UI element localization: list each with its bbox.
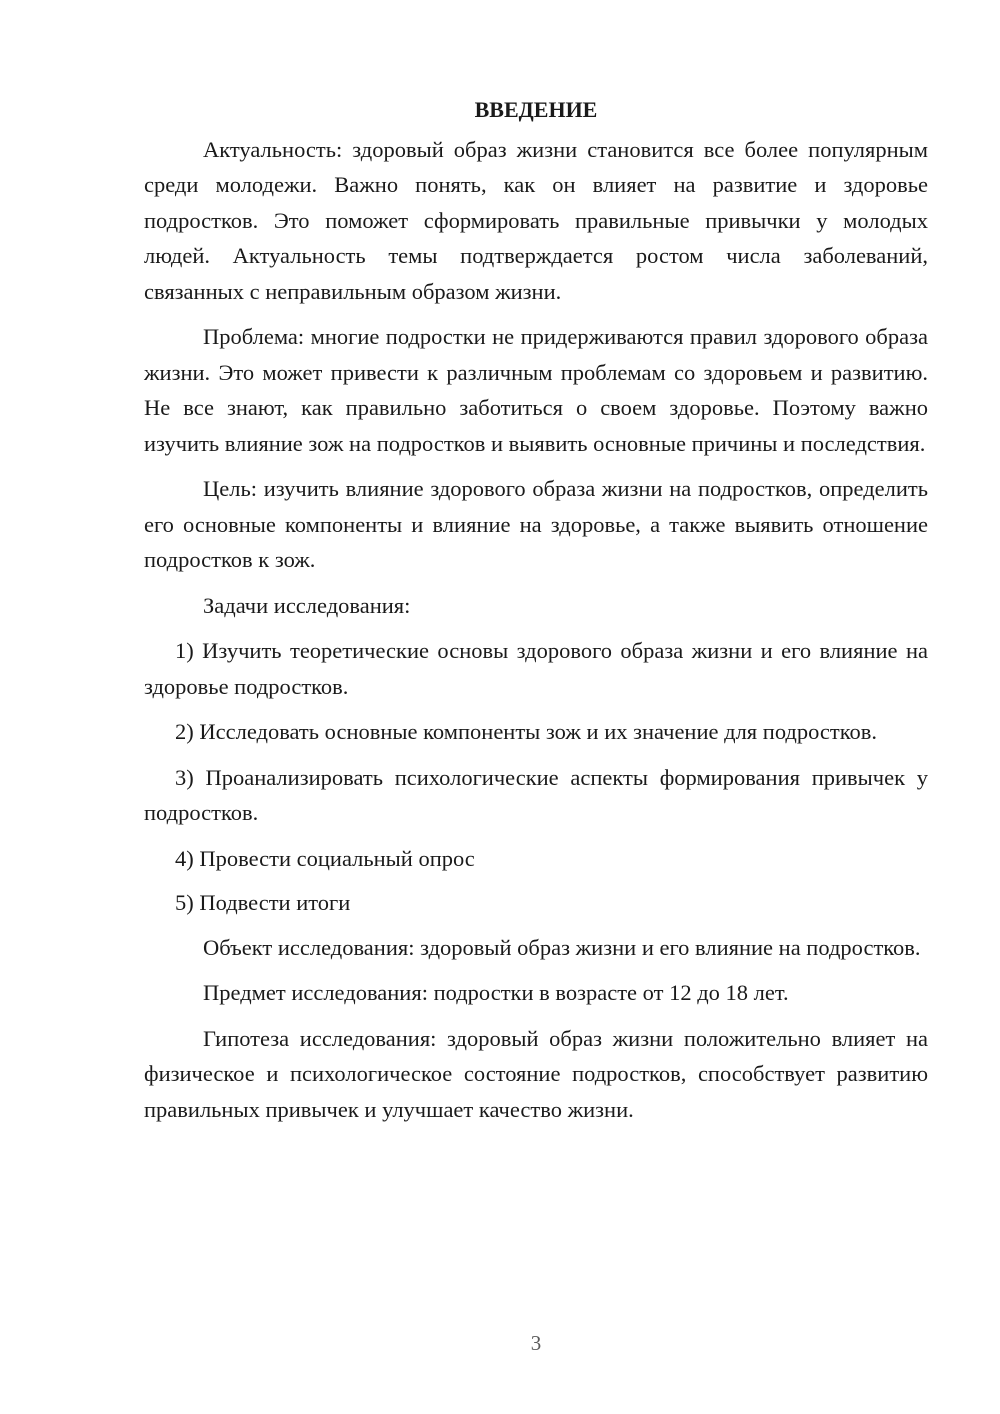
task-item-4: 4) Провести социальный опрос [175, 845, 475, 871]
task-item-2: 2) Исследовать основные компоненты зож и их значение для подростков. [175, 719, 878, 744]
relevance-paragraph: Актуальность: здоровый образ жизни становится все более популярным среди молодежи. Важно понять, как он влияет на развитие и здоровье подростков. Это поможет сформировать правильные привычки у молодых людей. Актуальность темы подтверждается ростом числа заболеваний, связанных с неправильным образом жизни. [144, 136, 928, 304]
subject-paragraph: Предмет исследования: подростки в возрасте от 12 до 18 лет. [203, 980, 789, 1005]
problem-paragraph: Проблема: многие подростки не придерживаются правил здорового образа жизни. Это может привести к различным проблемам со здоровьем и развитию. Не все знают, как правильно заботиться о своем здоровье. Поэтому важно изучить влияние зож на подростков и выявить основные причины и последствия. [144, 324, 928, 456]
task-item-3: 3) Проанализировать психологические аспекты формирования привычек у подростков. [144, 764, 928, 825]
section-heading: ВВЕДЕНИЕ [474, 97, 598, 122]
task-item-1: 1) Изучить теоретические основы здорового образа жизни и его влияние на здоровье подростков. [144, 638, 928, 699]
document-page [144, 92, 928, 1137]
page-number: 3 [530, 1331, 542, 1355]
hypothesis-paragraph: Гипотеза исследования: здоровый образ жизни положительно влияет на физическое и психологическое состояние подростков, способствует развитию правильных привычек и улучшает качество жизни. [144, 1025, 928, 1122]
goal-paragraph: Цель: изучить влияние здорового образа жизни на подростков, определить его основные компоненты и влияние на здоровье, а также выявить отношение подростков к зож. [144, 476, 928, 572]
object-paragraph: Объект исследования: здоровый образ жизни и его влияние на подростков. [203, 934, 921, 960]
task-item-5: 5) Подвести итоги [175, 890, 351, 915]
tasks-heading: Задачи исследования: [203, 592, 411, 618]
